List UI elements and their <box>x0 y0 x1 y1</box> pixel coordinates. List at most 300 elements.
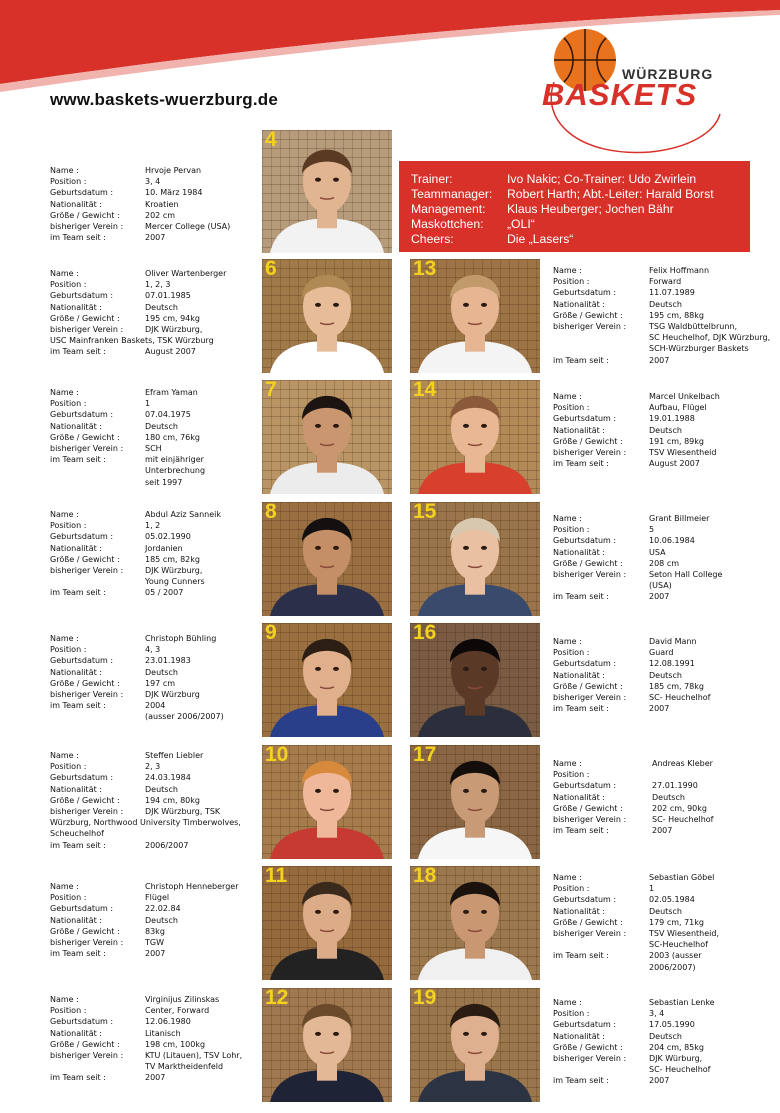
info-value: Guard <box>649 648 674 658</box>
info-value: 10.06.1984 <box>649 536 695 546</box>
info-line <box>50 387 265 398</box>
info-line <box>553 332 771 343</box>
info-label: im Team seit : <box>50 347 106 357</box>
info-line <box>553 1075 768 1086</box>
info-value: 179 cm, 71kg <box>649 917 704 927</box>
info-value: Jordanien <box>145 543 183 553</box>
info-value: 12.06.1980 <box>145 1017 191 1027</box>
info-value: 2007 <box>649 355 670 365</box>
info-line <box>553 928 768 939</box>
info-line <box>553 692 768 703</box>
info-line <box>553 814 768 825</box>
info-line <box>50 1028 265 1039</box>
info-value: Deutsch <box>649 425 682 435</box>
info-label: Geburtsdatum : <box>50 656 114 666</box>
info-value: Deutsch <box>649 299 682 309</box>
info-value: 02.05.1984 <box>649 895 695 905</box>
info-label: Name : <box>50 882 79 891</box>
info-line <box>553 436 768 447</box>
info-value: SC- Heuchelhof <box>649 1065 711 1075</box>
info-label: Name : <box>50 388 79 397</box>
info-line <box>50 1050 265 1061</box>
info-value: Deutsch <box>145 421 178 431</box>
info-label: Nationalität : <box>553 906 605 916</box>
info-line <box>50 346 265 357</box>
info-value: Deutsch <box>145 302 178 312</box>
info-value: David Mann <box>649 637 697 646</box>
info-line <box>50 509 265 520</box>
info-label: Geburtsdatum : <box>553 288 617 298</box>
info-value: 185 cm, 82kg <box>145 554 200 564</box>
info-line <box>553 355 768 366</box>
info-label: Geburtsdatum : <box>50 904 114 914</box>
info-label: Position : <box>50 645 87 655</box>
jersey-number: 11 <box>265 866 288 887</box>
info-line <box>50 761 265 772</box>
info-label: bisheriger Verein : <box>553 447 627 457</box>
info-label: im Team seit : <box>50 701 106 711</box>
info-label: bisheriger Verein : <box>50 1050 124 1060</box>
info-label: Name : <box>50 751 79 760</box>
info-label: Geburtsdatum : <box>553 895 617 905</box>
info-line <box>50 700 265 711</box>
info-value: DJK Würzburg, TSK <box>145 806 221 816</box>
info-value: 202 cm, 90kg <box>652 803 707 813</box>
info-label: Geburtsdatum : <box>50 291 114 301</box>
staff-row-management <box>411 202 674 217</box>
info-value: DJK Würburg, <box>649 1053 703 1063</box>
info-label: Position : <box>50 521 87 531</box>
info-line <box>50 937 265 948</box>
info-line <box>553 894 768 905</box>
info-line <box>50 199 265 210</box>
info-value: 27.01.1990 <box>652 781 698 791</box>
info-label: Nationalität : <box>50 915 102 925</box>
info-value: 1 <box>649 884 655 894</box>
info-label: Position : <box>553 277 590 287</box>
staff-label: Maskottchen: <box>411 217 484 231</box>
info-value: Center, Forward <box>145 1006 210 1016</box>
info-value: 5 <box>649 525 655 535</box>
info-label: Größe / Gewicht : <box>50 678 120 688</box>
player-portrait-icon <box>262 623 392 737</box>
staff-row-cheers <box>411 232 573 247</box>
staff-row-mascot <box>411 217 535 232</box>
info-line <box>50 817 265 828</box>
info-value: SCH <box>145 443 162 453</box>
staff-value: Robert Harth; Abt.-Leiter: Harald Borst <box>507 187 714 201</box>
info-label: Name : <box>50 166 79 175</box>
info-value: TSV Wiesentheid <box>649 447 717 457</box>
player-info <box>50 387 265 488</box>
player-portrait-icon <box>262 130 392 253</box>
jersey-number: 4 <box>265 130 277 151</box>
info-line <box>50 881 265 892</box>
info-value: Grant Billmeier <box>649 514 710 523</box>
info-value: 185 cm, 78kg <box>649 681 704 691</box>
info-value: Mercer College (USA) <box>145 221 231 231</box>
info-label: im Team seit : <box>553 826 609 836</box>
info-label: Nationalität : <box>553 670 605 680</box>
info-line <box>553 391 768 402</box>
info-label: im Team seit : <box>50 949 106 959</box>
player-info <box>50 994 265 1084</box>
player-info <box>50 881 265 959</box>
info-line <box>50 587 265 598</box>
info-value: 22.02.84 <box>145 904 181 914</box>
info-line <box>553 780 768 791</box>
baskets-logo <box>540 22 740 162</box>
staff-box <box>399 161 750 252</box>
player-photo <box>262 623 392 737</box>
info-line <box>50 398 265 409</box>
staff-label: Teammanager: <box>411 187 493 201</box>
info-line <box>50 421 265 432</box>
info-line <box>553 310 768 321</box>
info-value: DJK Würzburg, <box>145 324 203 334</box>
info-line <box>50 543 265 554</box>
info-value: Deutsch <box>145 915 178 925</box>
info-value: 194 cm, 80kg <box>145 795 200 805</box>
staff-row-trainer <box>411 172 696 187</box>
info-value: Christoph Bühling <box>145 634 217 643</box>
info-line <box>50 828 265 839</box>
info-label: Position : <box>50 177 87 187</box>
player-info <box>553 872 768 973</box>
info-label: Position : <box>50 1006 87 1016</box>
info-value: 2006/2007 <box>145 840 189 850</box>
info-label: Geburtsdatum : <box>50 1017 114 1027</box>
info-label: bisheriger Verein : <box>50 324 124 334</box>
info-label: Name : <box>50 634 79 643</box>
info-label: Geburtsdatum : <box>50 532 114 542</box>
info-label: Name : <box>553 637 582 646</box>
info-value: SCH-Würzburger Baskets <box>649 344 749 354</box>
info-label: Geburtsdatum : <box>553 1020 617 1030</box>
info-value: 83kg <box>145 926 165 936</box>
info-label: bisheriger Verein : <box>553 1053 627 1063</box>
info-value: Flügel <box>145 893 170 903</box>
info-line <box>553 458 768 469</box>
info-line <box>50 313 265 324</box>
info-label: Größe / Gewicht : <box>553 917 623 927</box>
player-photo <box>262 259 392 373</box>
info-value: Litanisch <box>145 1028 181 1038</box>
info-line <box>553 872 768 883</box>
info-label: bisheriger Verein : <box>553 569 627 579</box>
info-line <box>50 477 265 488</box>
info-line <box>50 1005 265 1016</box>
info-line <box>50 290 265 301</box>
info-label: Nationalität : <box>50 421 102 431</box>
info-line <box>553 547 768 558</box>
info-line <box>553 535 768 546</box>
info-line <box>553 939 768 950</box>
info-value: 180 cm, 76kg <box>145 432 200 442</box>
info-label: Nationalität : <box>553 299 605 309</box>
info-value: Virginijus Zilinskas <box>145 995 220 1004</box>
info-line <box>50 1061 265 1072</box>
info-line <box>553 580 768 591</box>
player-photo <box>410 502 540 616</box>
info-label: Größe / Gewicht : <box>50 1039 120 1049</box>
info-value: (ausser 2006/2007) <box>145 712 224 722</box>
info-label: Größe / Gewicht : <box>553 1042 623 1052</box>
info-line <box>553 513 768 524</box>
info-value: KTU (Litauen), TSV Lohr, <box>145 1050 243 1060</box>
staff-row-teammanager <box>411 187 714 202</box>
info-value: Sebastian Lenke <box>649 998 715 1007</box>
info-line <box>553 1019 768 1030</box>
jersey-number: 9 <box>265 623 277 644</box>
info-value: 191 cm, 89kg <box>649 436 704 446</box>
info-value: Sebastian Göbel <box>649 873 715 882</box>
info-value: 2003 (ausser <box>649 951 702 961</box>
info-line <box>50 772 265 783</box>
info-line <box>50 750 265 761</box>
info-label: im Team seit : <box>553 1076 609 1086</box>
info-value: Christoph Henneberger <box>145 882 239 891</box>
player-info <box>553 265 771 366</box>
info-value: August 2007 <box>649 459 700 469</box>
info-value: 195 cm, 94kg <box>145 313 200 323</box>
info-value: 2007 <box>145 233 166 243</box>
info-line <box>50 1039 265 1050</box>
info-line <box>553 591 768 602</box>
info-line <box>50 554 265 565</box>
info-line <box>50 232 265 243</box>
player-info <box>50 268 265 358</box>
staff-value: „OLI“ <box>507 217 535 231</box>
info-label: Name : <box>50 510 79 519</box>
info-line <box>553 758 768 769</box>
info-label: Größe / Gewicht : <box>553 803 623 813</box>
info-line <box>50 926 265 937</box>
info-line <box>50 994 265 1005</box>
info-label: Größe / Gewicht : <box>553 310 623 320</box>
info-value: Deutsch <box>145 784 178 794</box>
info-value: Young Cunners <box>145 577 205 587</box>
info-line <box>553 299 768 310</box>
info-value: Deutsch <box>649 906 682 916</box>
info-line <box>50 915 265 926</box>
info-label: Nationalität : <box>553 425 605 435</box>
staff-label: Management: <box>411 202 486 216</box>
info-label: Position : <box>553 525 590 535</box>
info-label: im Team seit : <box>553 704 609 714</box>
info-value: SC- Heuchelhof <box>652 814 714 824</box>
info-value: Deutsch <box>649 670 682 680</box>
info-value: 1, 2 <box>145 521 161 531</box>
player-info <box>50 750 265 851</box>
info-line <box>553 917 768 928</box>
info-value: Hrvoje Pervan <box>145 166 202 175</box>
info-line <box>50 644 265 655</box>
info-line <box>553 825 768 836</box>
info-value: 4, 3 <box>145 645 161 655</box>
info-line <box>553 962 768 973</box>
info-line <box>50 531 265 542</box>
info-line <box>553 906 768 917</box>
info-label: bisheriger Verein : <box>553 814 627 824</box>
info-line <box>553 883 768 894</box>
website-url[interactable]: www.baskets-wuerzburg.de <box>50 90 279 109</box>
info-label: bisheriger Verein : <box>553 321 627 331</box>
info-continuation: USC Mainfranken Baskets, TSK Würzburg <box>50 336 214 346</box>
info-value: 19.01.1988 <box>649 414 695 424</box>
info-value: 202 cm <box>145 210 176 220</box>
info-line <box>553 703 768 714</box>
player-info <box>553 636 768 714</box>
info-line <box>553 792 768 803</box>
info-value: 05 / 2007 <box>145 588 184 598</box>
info-line <box>50 443 265 454</box>
info-label: Größe / Gewicht : <box>50 554 120 564</box>
info-label: Position : <box>553 770 590 780</box>
info-line <box>553 769 768 780</box>
info-label: bisheriger Verein : <box>50 443 124 453</box>
info-value: 2006/2007) <box>649 962 696 972</box>
info-value: 197 cm <box>145 678 176 688</box>
info-line <box>553 803 768 814</box>
info-label: Nationalität : <box>553 792 605 802</box>
info-value: Felix Hoffmann <box>649 266 710 275</box>
player-portrait-icon <box>262 502 392 616</box>
info-label: bisheriger Verein : <box>553 692 627 702</box>
info-line <box>50 565 265 576</box>
info-line <box>553 265 768 276</box>
player-portrait-icon <box>262 380 392 494</box>
info-line <box>553 1064 768 1075</box>
info-line <box>50 1016 265 1027</box>
info-value: 2007 <box>649 592 670 602</box>
info-label: bisheriger Verein : <box>553 928 627 938</box>
info-value: 195 cm, 88kg <box>649 310 704 320</box>
info-value: (USA) <box>649 581 672 591</box>
info-value: 05.02.1990 <box>145 532 191 542</box>
info-line <box>553 569 768 580</box>
info-value: 10. März 1984 <box>145 188 203 198</box>
staff-value: Klaus Heuberger; Jochen Bähr <box>507 202 674 216</box>
info-value: 2007 <box>649 704 670 714</box>
info-value: 24.03.1984 <box>145 773 191 783</box>
info-value: 2007 <box>652 826 673 836</box>
info-label: Position : <box>553 1009 590 1019</box>
info-label: Position : <box>553 884 590 894</box>
info-line <box>50 335 265 346</box>
info-label: Größe / Gewicht : <box>50 432 120 442</box>
info-line <box>50 678 265 689</box>
info-line <box>50 784 265 795</box>
jersey-number: 6 <box>265 259 277 280</box>
info-label: Position : <box>50 893 87 903</box>
info-label: Geburtsdatum : <box>553 659 617 669</box>
info-value: Kroatien <box>145 199 179 209</box>
info-label: Nationalität : <box>50 199 102 209</box>
info-value: mit einjähriger <box>145 455 204 465</box>
info-label: Größe / Gewicht : <box>553 558 623 568</box>
info-label: im Team seit : <box>50 588 106 598</box>
info-line <box>553 413 768 424</box>
player-portrait-icon <box>262 259 392 373</box>
info-continuation: Scheuchelhof <box>50 829 104 839</box>
info-line <box>50 454 265 465</box>
info-value: 23.01.1983 <box>145 656 191 666</box>
info-value: TSG Waldbüttelbrunn, <box>649 321 737 331</box>
info-line <box>553 321 768 332</box>
info-label: Größe / Gewicht : <box>50 795 120 805</box>
info-line <box>553 647 768 658</box>
info-value: Aufbau, Flügel <box>649 403 707 413</box>
jersey-number: 16 <box>413 623 437 644</box>
info-value: 07.04.1975 <box>145 410 191 420</box>
player-info <box>553 513 768 603</box>
info-line <box>50 221 265 232</box>
player-info <box>553 997 768 1087</box>
info-label: Größe / Gewicht : <box>553 436 623 446</box>
info-label: bisheriger Verein : <box>50 937 124 947</box>
info-line <box>553 658 768 669</box>
logo-text-wuerzburg: WÜRZBURG <box>622 66 714 82</box>
staff-value: Ivo Nakic; Co-Trainer: Udo Zwirlein <box>507 172 697 186</box>
info-value: 12.08.1991 <box>649 659 695 669</box>
info-label: Name : <box>553 392 582 401</box>
info-label: Geburtsdatum : <box>50 773 114 783</box>
info-line <box>50 324 265 335</box>
info-value: DJK Würzburg, <box>145 565 203 575</box>
info-line <box>553 1031 768 1042</box>
info-label: Nationalität : <box>50 667 102 677</box>
player-photo <box>262 502 392 616</box>
info-line <box>50 948 265 959</box>
info-line <box>50 840 265 851</box>
player-photo <box>262 988 392 1102</box>
info-value: Deutsch <box>145 667 178 677</box>
info-label: im Team seit : <box>553 459 609 469</box>
info-label: im Team seit : <box>50 1073 106 1083</box>
info-line <box>553 950 768 961</box>
player-photo <box>262 130 392 253</box>
info-value: TSV Wiesentheid, <box>649 928 719 938</box>
info-value: Andreas Kleber <box>652 759 713 768</box>
info-label: Geburtsdatum : <box>50 410 114 420</box>
info-label: im Team seit : <box>553 355 609 365</box>
info-value: TV Marktheidenfeld <box>145 1062 224 1072</box>
info-line <box>50 689 265 700</box>
info-label: Geburtsdatum : <box>553 536 617 546</box>
info-line <box>553 681 768 692</box>
info-label: im Team seit : <box>553 951 609 961</box>
player-photo <box>410 745 540 859</box>
info-line <box>50 806 265 817</box>
jersey-number: 8 <box>265 502 277 523</box>
info-line <box>50 268 265 279</box>
player-photo <box>410 623 540 737</box>
info-line <box>50 711 265 722</box>
info-label: Nationalität : <box>50 1028 102 1038</box>
player-info <box>553 391 768 469</box>
info-label: bisheriger Verein : <box>50 689 124 699</box>
info-line <box>50 302 265 313</box>
info-value: 204 cm, 85kg <box>649 1042 704 1052</box>
info-label: Größe / Gewicht : <box>50 926 120 936</box>
info-label: Position : <box>50 399 87 409</box>
info-value: 3, 4 <box>145 177 161 187</box>
info-value: Deutsch <box>649 1031 682 1041</box>
info-value: 1 <box>145 399 151 409</box>
info-label: bisheriger Verein : <box>50 806 124 816</box>
info-label: Nationalität : <box>50 543 102 553</box>
